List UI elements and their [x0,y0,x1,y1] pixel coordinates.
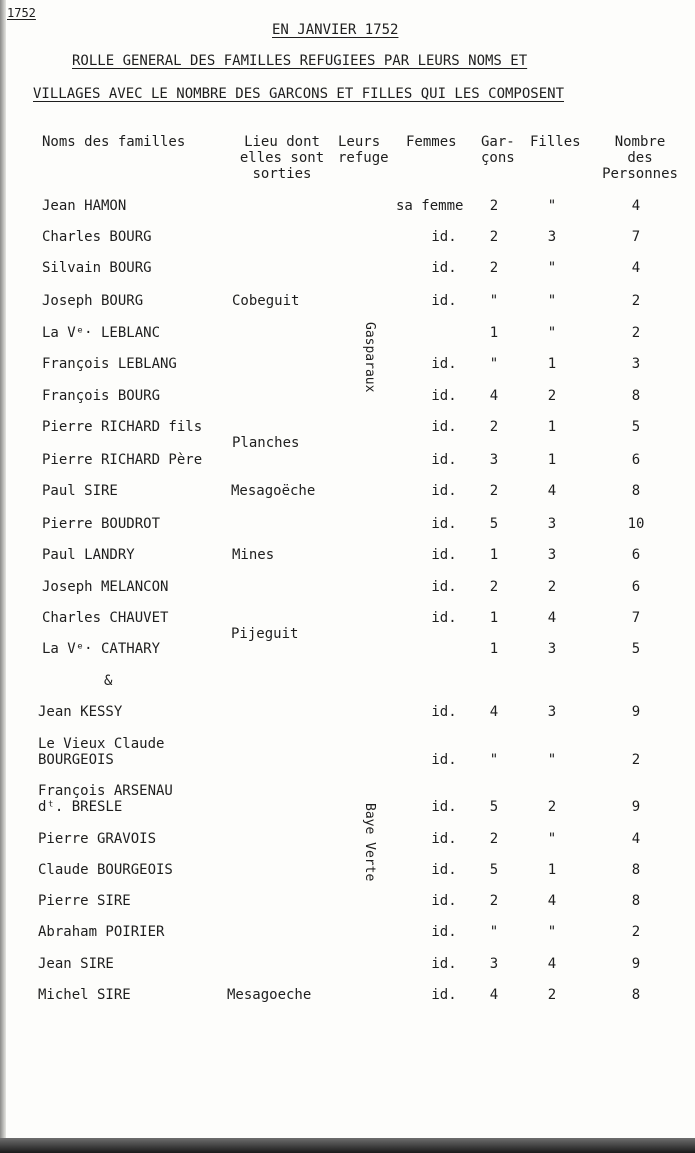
boys-count: 3 [489,956,499,972]
wife-cell: id. [431,452,457,468]
total-count: 9 [631,799,641,815]
boys-count: 3 [489,452,499,468]
family-name: Abraham POIRIER [38,924,165,940]
boys-count: 2 [489,831,499,847]
girls-count: 1 [547,452,557,468]
family-name: Pierre SIRE [38,893,131,909]
wife-cell: id. [431,799,457,815]
family-name: Michel SIRE [38,987,131,1003]
boys-count: 2 [489,229,499,245]
total-count: 2 [631,293,641,309]
wife-cell: id. [431,924,457,940]
wife-cell: id. [431,547,457,563]
family-name: Le Vieux Claude BOURGEOIS [38,736,165,768]
wife-cell: id. [431,483,457,499]
family-name: François ARSENAU dᵗ. BRESLE [38,783,173,815]
family-name: Pierre RICHARD fils [42,419,203,435]
refuge-label: Baye Verte [362,803,377,882]
boys-count: 1 [489,547,499,563]
total-count: 2 [631,924,641,940]
family-name: Silvain BOURG [42,260,152,276]
total-count: 8 [631,483,641,499]
boys-count: 1 [489,325,499,341]
boys-count: " [489,293,499,309]
wife-cell: id. [431,356,457,372]
total-count: 6 [631,547,641,563]
girls-count: 4 [547,956,557,972]
origin-label: Mines [232,547,275,563]
wife-cell: id. [431,516,457,532]
girls-count: 1 [547,419,557,435]
family-name: Charles CHAUVET [42,610,169,626]
boys-count: 2 [489,893,499,909]
wife-cell: id. [431,831,457,847]
girls-count: " [547,831,557,847]
girls-count: " [547,924,557,940]
girls-count: 3 [547,229,557,245]
wife-cell: id. [431,260,457,276]
wife-cell: id. [431,293,457,309]
family-name: Joseph BOURG [42,293,144,309]
total-count: 8 [631,862,641,878]
total-count: 9 [631,956,641,972]
column-header-origin: Lieu dont elles sont sorties [239,134,325,182]
origin-label: Cobeguit [232,293,300,309]
family-name: François BOURG [42,388,161,404]
family-name: Pierre BOUDROT [42,516,161,532]
wife-cell: sa femme [396,198,464,214]
total-count: 4 [631,260,641,276]
column-header-girls: Filles [530,134,581,150]
page-spine-shadow [0,0,6,1153]
total-count: 2 [631,752,641,768]
total-count: 10 [627,516,645,532]
wife-cell: id. [431,388,457,404]
girls-count: " [547,752,557,768]
wife-cell: id. [431,419,457,435]
boys-count: 2 [489,419,499,435]
boys-count: 5 [489,862,499,878]
girls-count: 4 [547,483,557,499]
origin-label: Mesagoeche [227,987,312,1003]
family-name: Claude BOURGEOIS [38,862,173,878]
column-header-wives: Femmes [406,134,457,150]
refuge-label: Gasparaux [362,322,377,393]
origin-label: Mesagoëche [231,483,316,499]
family-name: François LEBLANG [42,356,177,372]
wife-cell: id. [431,610,457,626]
boys-count: 5 [489,799,499,815]
girls-count: 3 [547,547,557,563]
girls-count: " [547,325,557,341]
girls-count: 2 [547,799,557,815]
family-name: La Vᵉ· CATHARY [42,641,161,657]
heading-title-line-2: VILLAGES AVEC LE NOMBRE DES GARCONS ET FILLES QUI LES COMPOSENT [33,86,565,102]
family-name: Jean HAMON [42,198,127,214]
boys-count: 4 [489,388,499,404]
total-count: 5 [631,419,641,435]
heading-date: EN JANVIER 1752 [272,22,399,38]
ampersand-mark: & [104,673,113,689]
heading-title-line-1: ROLLE GENERAL DES FAMILLES REFUGIEES PAR LEURS NOMS ET [72,53,528,69]
total-count: 8 [631,987,641,1003]
origin-label: Planches [232,435,300,451]
total-count: 4 [631,198,641,214]
family-name: La Vᵉ· LEBLANC [42,325,161,341]
total-count: 2 [631,325,641,341]
boys-count: 1 [489,610,499,626]
girls-count: 3 [547,641,557,657]
family-name: Jean KESSY [38,704,123,720]
girls-count: " [547,293,557,309]
total-count: 7 [631,610,641,626]
girls-count: " [547,198,557,214]
wife-cell: id. [431,956,457,972]
boys-count: 4 [489,987,499,1003]
family-name: Paul SIRE [42,483,118,499]
column-header-refuge: Leurs refuge [338,134,389,166]
family-name: Charles BOURG [42,229,152,245]
column-header-boys: Gar- çons [481,134,515,166]
total-count: 9 [631,704,641,720]
corner-year-label: 1752 [7,6,36,20]
total-count: 6 [631,579,641,595]
wife-cell: id. [431,229,457,245]
total-count: 4 [631,831,641,847]
boys-count: 5 [489,516,499,532]
boys-count: 2 [489,260,499,276]
family-name: Paul LANDRY [42,547,135,563]
boys-count: " [489,356,499,372]
wife-cell: id. [431,987,457,1003]
total-count: 8 [631,388,641,404]
boys-count: 2 [489,198,499,214]
total-count: 3 [631,356,641,372]
family-name: Joseph MELANCON [42,579,169,595]
girls-count: 4 [547,893,557,909]
wife-cell: id. [431,862,457,878]
girls-count: " [547,260,557,276]
total-count: 6 [631,452,641,468]
family-name: Pierre RICHARD Père [42,452,203,468]
girls-count: 3 [547,516,557,532]
family-name: Pierre GRAVOIS [38,831,157,847]
boys-count: 1 [489,641,499,657]
total-count: 7 [631,229,641,245]
wife-cell: id. [431,704,457,720]
girls-count: 1 [547,356,557,372]
origin-label: Pijeguit [231,626,299,642]
wife-cell: id. [431,893,457,909]
girls-count: 2 [547,388,557,404]
boys-count: 2 [489,483,499,499]
boys-count: 4 [489,704,499,720]
total-count: 5 [631,641,641,657]
page-bottom-shadow [0,1138,695,1153]
column-header-name: Noms des familles [42,134,186,150]
girls-count: 2 [547,987,557,1003]
boys-count: 2 [489,579,499,595]
boys-count: " [489,924,499,940]
wife-cell: id. [431,752,457,768]
girls-count: 2 [547,579,557,595]
girls-count: 4 [547,610,557,626]
boys-count: " [489,752,499,768]
column-header-total: Nombre des Personnes [602,134,678,182]
total-count: 8 [631,893,641,909]
girls-count: 3 [547,704,557,720]
wife-cell: id. [431,579,457,595]
girls-count: 1 [547,862,557,878]
family-name: Jean SIRE [38,956,114,972]
